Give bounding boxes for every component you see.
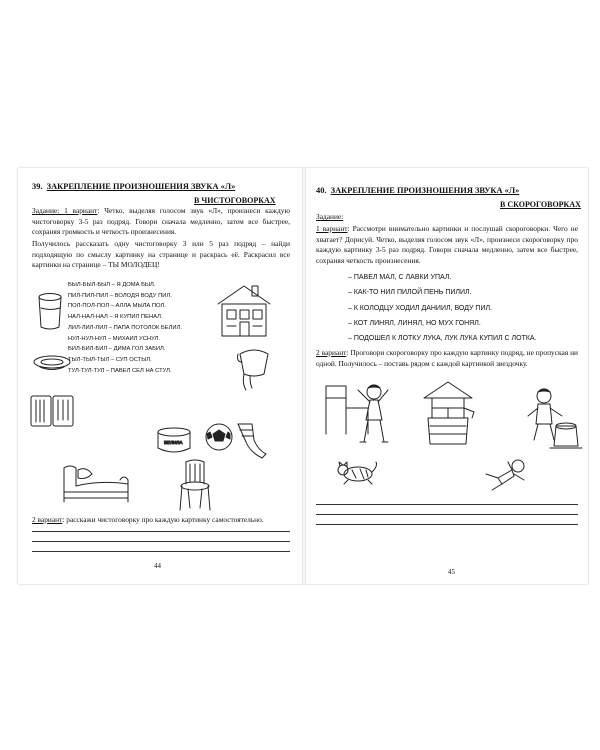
right-variant1-text: : Рассмотри внимательно картинки и послушай скороговорки. Чего не хватает? Дорисуй. Четко, выделяя голосом звук «Л», произнеси скороговорку про каждую картинку 3-5 раз подряд. Говори сначала медленно, затем все быстрее, сохраняя четкость произнесения. bbox=[316, 224, 578, 265]
right-variant2 bbox=[316, 348, 578, 369]
writing-line bbox=[32, 531, 290, 532]
right-variant2-text: : Проговори скороговорку про каждую картинку подряд, не пропуская ни одной. Получилось – поставь рядом с каждой картинкой звездочку. bbox=[316, 348, 578, 368]
pencil-case-icon bbox=[28, 390, 76, 430]
left-variant2 bbox=[32, 515, 290, 526]
right-heading bbox=[316, 186, 519, 195]
left-page bbox=[18, 168, 300, 584]
right-heading-number: 40. bbox=[316, 186, 327, 195]
list-item: ПОЛ-ПОЛ-ПОЛ – АЛЛА МЫЛА ПОЛ. bbox=[68, 303, 166, 310]
paint-can-label: БЕЛИЛА bbox=[164, 440, 183, 445]
list-item: – ПОДОШЕЛ К ЛОТКУ ЛУКА, ЛУК ЛУКА КУПИЛ С ЛОТКА. bbox=[348, 335, 537, 343]
list-item: – КОТ ЛИНЯЛ, ЛИНЯЛ, НО МУХ ГОНЯЛ. bbox=[348, 319, 481, 327]
list-item: НАЛ-НАЛ-НАЛ – Я КУПИЛ ПЕНАЛ. bbox=[68, 314, 163, 321]
list-item: – КАК-ТО НИЛ ПИЛОЙ ПЕНЬ ПИЛИЛ. bbox=[348, 289, 472, 297]
left-variant2-text: : расскажи чистоговорку про каждую картинку самостоятельно. bbox=[62, 515, 264, 524]
right-subheading: В СКОРОГОВОРКАХ bbox=[500, 200, 581, 209]
falling-boy-icon bbox=[480, 458, 530, 492]
soccer-ball-icon bbox=[204, 422, 234, 452]
writing-line bbox=[316, 514, 578, 515]
list-item: БЫЛ-БЫЛ-БЫЛ – Я ДОМА БЫЛ. bbox=[68, 282, 156, 288]
right-task-label bbox=[316, 212, 578, 223]
list-item: – К КОЛОДЦУ ХОДИЛ ДАНИИЛ, ВОДУ ПИЛ. bbox=[348, 304, 493, 312]
right-variant1-label: 1 вариант bbox=[316, 224, 348, 233]
book-spread bbox=[18, 168, 588, 584]
list-item: БИЛ-БИЛ-БИЛ – ДИМА ГОЛ ЗАБИЛ. bbox=[68, 346, 166, 353]
left-heading bbox=[32, 182, 235, 191]
list-item: ЛИЛ-ЛИЛ-ЛИЛ – ПАПА ПОТОЛОК БЕЛИЛ. bbox=[68, 324, 182, 331]
list-item: ТЫЛ-ТЫЛ-ТЫЛ – СУП ОСТЫЛ. bbox=[68, 356, 152, 363]
list-item: – ПАВЕЛ МАЛ, С ЛАВКИ УПАЛ. bbox=[348, 274, 452, 281]
left-variant2-label: 2 вариант bbox=[32, 515, 63, 524]
left-task-label: Задание: 1 вариант bbox=[32, 206, 98, 215]
left-subheading: В ЧИСТОГОВОРКАХ bbox=[194, 196, 276, 205]
right-variant2-label: 2 вариант bbox=[316, 348, 347, 357]
right-page bbox=[308, 168, 588, 584]
plate-icon bbox=[32, 354, 72, 374]
writing-line bbox=[316, 504, 578, 505]
list-item: ТУЛ-ТУЛ-ТУЛ – ПАВЕЛ СЕЛ НА СТУЛ. bbox=[68, 367, 172, 374]
glass-icon bbox=[36, 292, 64, 332]
left-page-number: 44 bbox=[154, 562, 161, 570]
list-item: ПИЛ-ПИЛ-ПИЛ – ВОЛОДЯ ВОДУ ПИЛ. bbox=[68, 292, 172, 299]
well-icon bbox=[418, 378, 480, 448]
house-icon bbox=[214, 282, 274, 338]
right-page-number: 45 bbox=[448, 568, 455, 576]
phrase-list bbox=[348, 270, 537, 346]
writing-line bbox=[316, 524, 578, 525]
chair-icon bbox=[176, 460, 214, 512]
paint-roller-icon bbox=[232, 420, 272, 460]
right-heading-title: ЗАКРЕПЛЕНИЕ ПРОИЗНОШЕНИЯ ЗВУКА «Л» bbox=[330, 186, 520, 195]
bed-icon bbox=[60, 462, 132, 506]
list-item: НУЛ-НУЛ-НУЛ – МИХАИЛ УСНУЛ. bbox=[68, 335, 161, 342]
left-heading-title: ЗАКРЕПЛЕНИЕ ПРОИЗНОШЕНИЯ ЗВУКА «Л» bbox=[46, 182, 236, 191]
boy-bench-icon bbox=[322, 378, 400, 450]
left-task-text: : Четко, выделяя голосом звук «Л», произнеси каждую чистоговорку 3-5 раз подряд. Говори сначала медленно, затем все быстрее, сохраняя громкость и четкость произнесения. bbox=[32, 206, 290, 237]
left-result-text: Получилось рассказать одну чистоговорку 3 или 5 раз подряд – найди подходящую по смыслу картинку на странице и раскрась её. Раскрасил все картинки на странице – ТЫ МОЛОДЕЦ! bbox=[32, 239, 290, 270]
book-fold bbox=[302, 168, 306, 584]
cat-icon bbox=[334, 460, 380, 486]
left-task bbox=[32, 206, 290, 238]
boy-stump-icon bbox=[520, 386, 582, 452]
writing-line bbox=[32, 541, 290, 542]
left-heading-number: 39. bbox=[32, 182, 43, 191]
right-variant1 bbox=[316, 224, 578, 266]
tongue-twister-list bbox=[68, 280, 182, 376]
paint-can-icon bbox=[154, 426, 194, 456]
writing-line bbox=[32, 551, 290, 552]
paint-bucket-icon bbox=[232, 348, 276, 392]
right-task-label-text: Задание: bbox=[316, 212, 344, 221]
